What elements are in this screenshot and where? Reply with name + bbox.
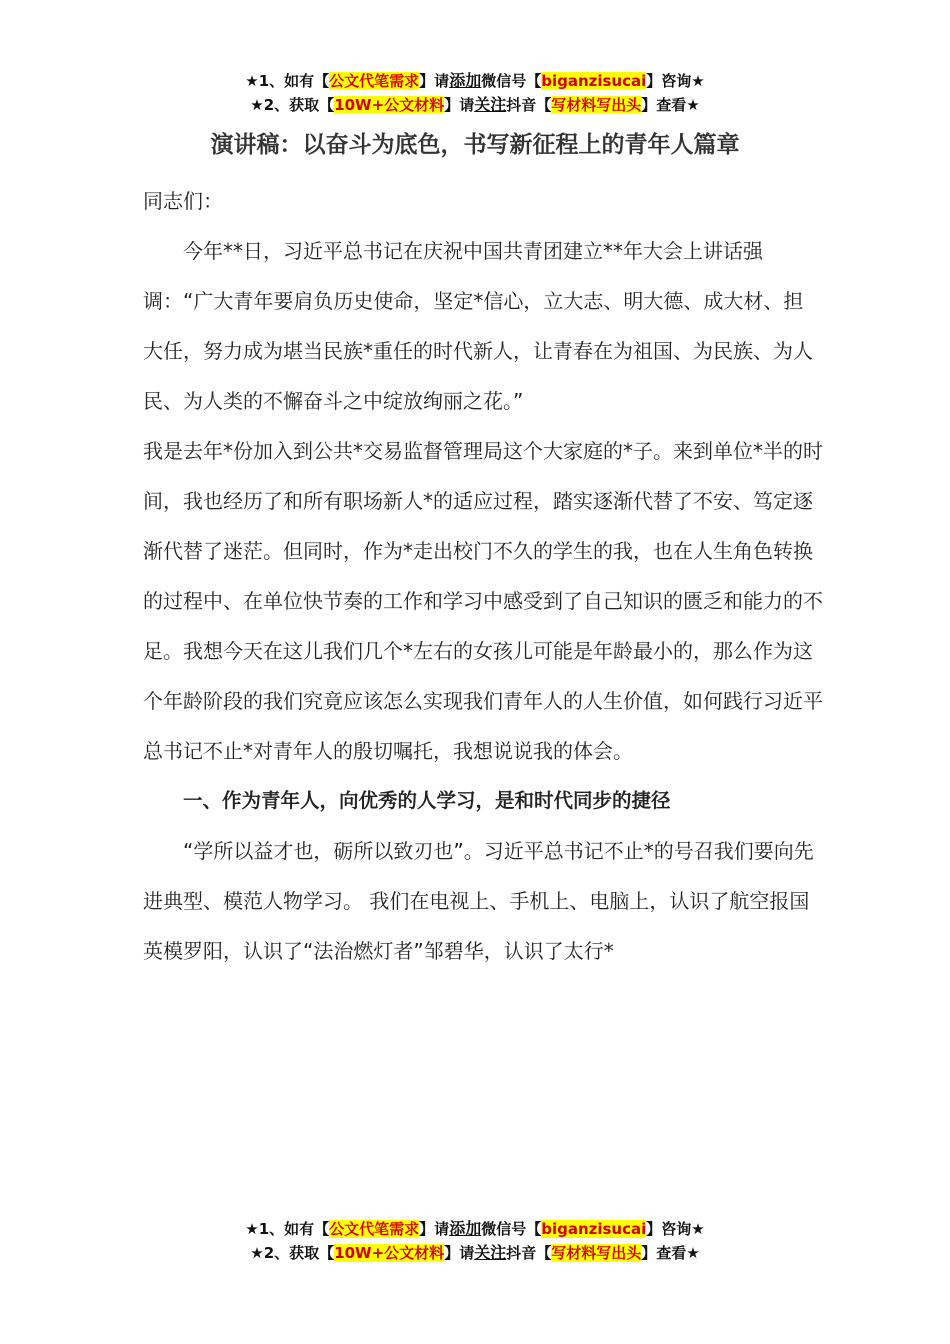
paragraph-2: 我是去年*份加入到公共*交易监督管理局这个大家庭的*子。来到单位*半的时间，我也经历了和所有职场新人*的适应过程，踏实逐渐代替了不安、笃定逐渐代替了迷茫。但同时，作为*走出校门不久的学生的我，也在人生角色转换的过程中、在单位快节奏的工作和学习中感受到了自己知识的匮乏和能力的不足。我想今天在这儿我们几个*左右的女孩儿可能是年龄最小的，那么作为这个年龄阶段的我们究竟应该怎么实现我们青年人的人生价值，如何践行习近平总书记不止*对青年人的殷切嘱托，我想说说我的体会。 <box>143 439 823 763</box>
promo-line-1: ★1、如有【公文代笔需求】请添加微信号【biganzisucai】咨询★ <box>245 1219 705 1238</box>
highlight-service: 公文代笔需求 <box>329 1220 420 1238</box>
promo-line-2: ★2、获取【10W+公文材料】请关注抖音【写材料写出头】查看★ <box>250 95 700 114</box>
wechat-id: biganzisucai <box>541 72 647 90</box>
promo-line-2: ★2、获取【10W+公文材料】请关注抖音【写材料写出头】查看★ <box>250 1243 700 1262</box>
promo-line-1: ★1、如有【公文代笔需求】请添加微信号【biganzisucai】咨询★ <box>245 71 705 90</box>
highlight-materials: 10W+公文材料 <box>334 1244 445 1262</box>
bottom-promo-banner <box>0 1217 950 1265</box>
section-heading-1: 一、作为青年人，向优秀的人学习，是和时代同步的捷径 <box>183 789 671 812</box>
top-promo-banner <box>0 69 950 117</box>
douyin-account: 写材料写出头 <box>551 96 642 114</box>
document-title: 演讲稿：以奋斗为底色，书写新征程上的青年人篇章 <box>210 132 740 158</box>
highlight-service: 公文代笔需求 <box>329 72 420 90</box>
paragraph-3: “学所以益才也，砺所以致刃也”。习近平总书记不止*的号召我们要向先进典型、模范人物学习。 我们在电视上、手机上、电脑上，认识了航空报国英模罗阳，认识了“法治燃灯者”邹碧华，认识了太行* <box>143 839 814 963</box>
highlight-materials: 10W+公文材料 <box>334 96 445 114</box>
paragraph-1: 今年**日，习近平总书记在庆祝中国共青团建立**年大会上讲话强调：“广大青年要肩负历史使命，坚定*信心，立大志、明大德、成大材、担大任，努力成为堪当民族*重任的时代新人，让青春在为祖国、为民族、为人民、为人类的不懈奋斗之中绽放绚丽之花。” <box>143 239 813 413</box>
douyin-account: 写材料写出头 <box>551 1244 642 1262</box>
document-body <box>143 176 823 976</box>
wechat-id: biganzisucai <box>541 1220 647 1238</box>
salutation: 同志们： <box>143 189 223 213</box>
